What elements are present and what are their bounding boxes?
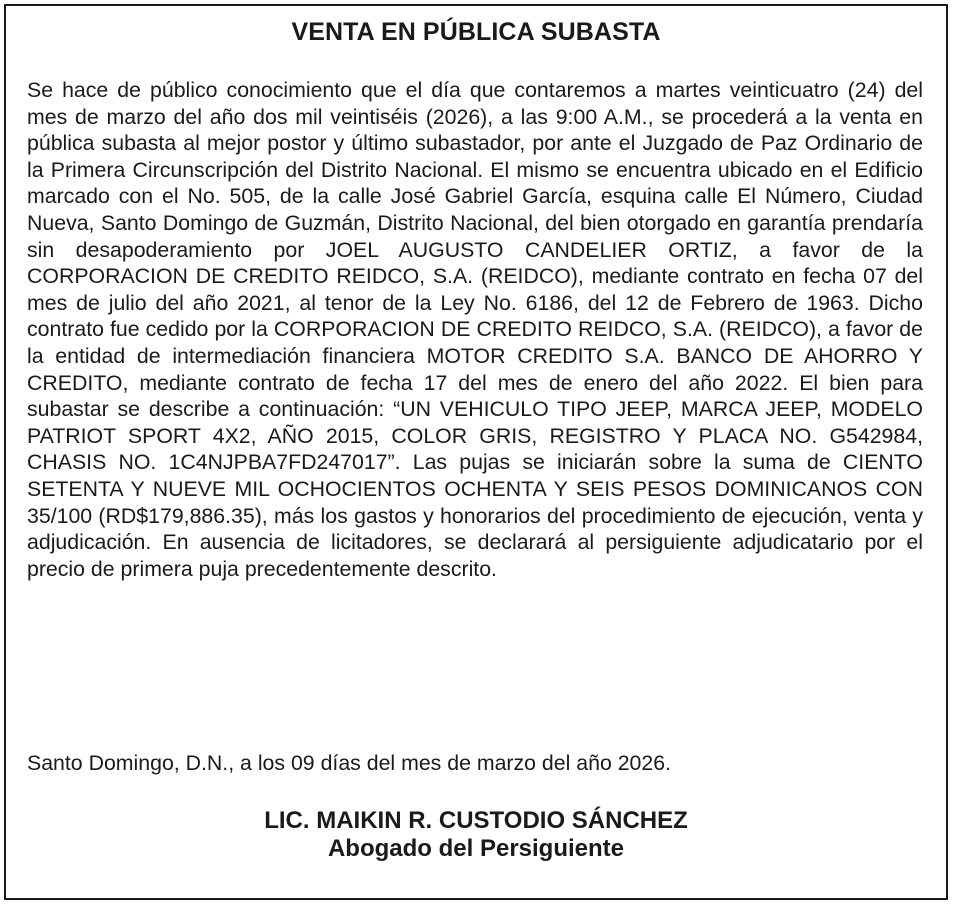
notice-title: VENTA EN PÚBLICA SUBASTA: [291, 18, 661, 46]
notice-body: Se hace de público conocimiento que el día que contaremos a martes veinticuatro (24) del mes de marzo del año dos mil veintiséis (2026), a las 9:00 A.M., se procederá a la venta en pública subasta al mejor postor y último subastador, por ante el Juzgado de Paz Ordinario de la Primera Circunscripción del Distrito Nacional. El mismo se encuentra ubicado en el Edificio marcado con el No. 505, de la calle José Gabriel García, esquina calle El Número, Ciudad Nueva, Santo Domingo de Guzmán, Distrito Nacional, del bien otorgado en garantía prendaría sin desapoderamiento por JOEL AUGUSTO CANDELIER ORTIZ, a favor de la CORPORACION DE CREDITO REIDCO, S.A. (REIDCO), mediante contrato en fecha 07 del mes de julio del año 2021, al tenor de la Ley No. 6186, del 12 de Febrero de 1963. Dicho contrato fue cedido por la CORPORACION DE CREDITO REIDCO, S.A. (REIDCO), a favor de la entidad de intermediación financiera MOTOR CREDITO S.A. BANCO DE AHORRO Y CREDITO, mediante contrato de fecha 17 del mes de enero del año 2022. El bien para subastar se describe a continuación: “UN VEHICULO TIPO JEEP, MARCA JEEP, MODELO PATRIOT SPORT 4X2, AÑO 2015, COLOR GRIS, REGISTRO Y PLACA NO. G542984, CHASIS NO. 1C4NJPBA7FD247017”. Las pujas se iniciarán sobre la suma de CIENTO SETENTA Y NUEVE MIL OCHOCIENTOS OCHENTA Y SEIS PESOS DOMINICANOS CON 35/100 (RD$179,886.35), más los gastos y honorarios del procedimiento de ejecución, venta y adjudicación. En ausencia de licitadores, se declarará al persiguiente adjudicatario por el precio de primera puja precedentemente descrito.: [27, 78, 923, 581]
signature-block: [6, 806, 946, 863]
signature-name: LIC. MAIKIN R. CUSTODIO SÁNCHEZ: [264, 807, 688, 834]
notice-closing-date: Santo Domingo, D.N., a los 09 días del mes de marzo del año 2026.: [27, 751, 672, 775]
signature-role: Abogado del Persiguiente: [327, 835, 625, 862]
legal-notice: [4, 4, 948, 900]
